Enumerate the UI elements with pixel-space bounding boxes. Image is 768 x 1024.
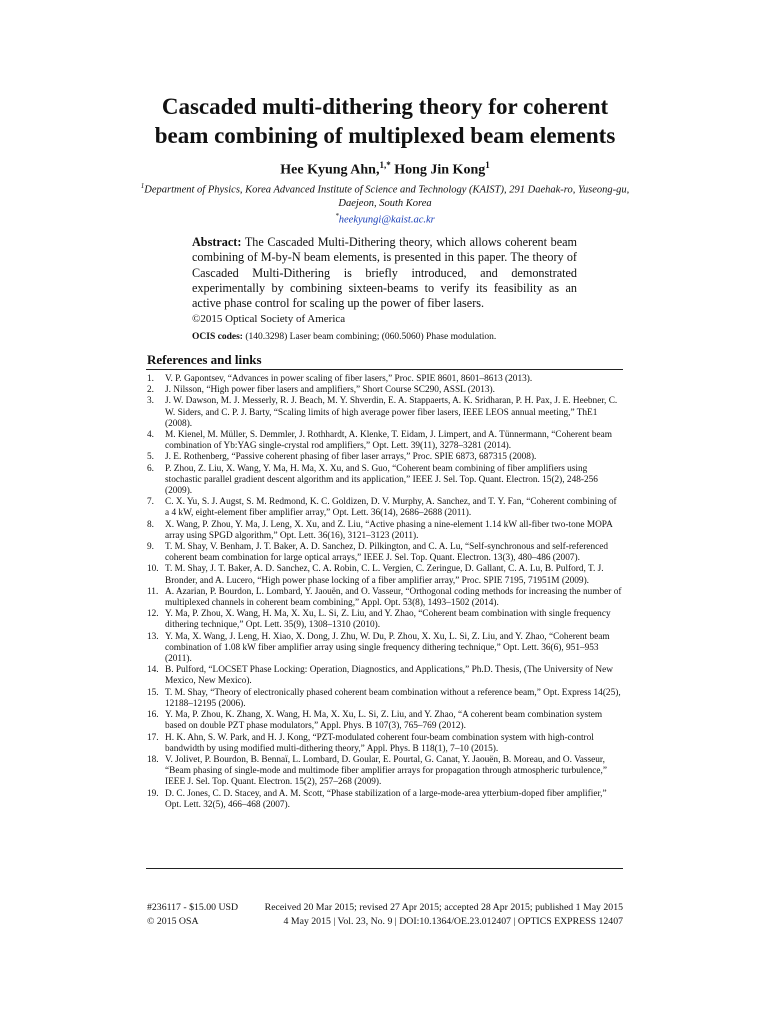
email-mark: * <box>335 211 339 220</box>
reference-number: 11. <box>147 586 159 597</box>
reference-item <box>147 374 622 385</box>
abstract-label: Abstract: <box>192 235 242 249</box>
reference-number: 10. <box>147 564 159 575</box>
author-2: Hong Jin Kong <box>390 162 486 178</box>
email-link[interactable]: heekyungi@kaist.ac.kr <box>338 214 435 225</box>
reference-number: 4. <box>147 430 154 441</box>
author-list <box>80 160 690 179</box>
reference-item <box>147 396 622 430</box>
reference-number: 15. <box>147 687 159 698</box>
reference-number: 13. <box>147 631 159 642</box>
title-line-1: Cascaded multi-dithering theory for coherent <box>161 94 609 119</box>
reference-item <box>147 789 622 811</box>
reference-number: 12. <box>147 609 159 620</box>
reference-text: C. X. Yu, S. J. Augst, S. M. Redmond, K. C. Goldizen, D. V. Murphy, A. Sanchez, and T. Y. Fan, “Coherent combining of a 4 kW, eight-element fiber amplifier array,” Opt. Lett. 36(14), 2686–2688 (2011). <box>165 497 617 519</box>
reference-text: T. M. Shay, “Theory of electronically phased coherent beam combination without a reference beam,” Opt. Express 14(25), 12188–12195 (2006). <box>165 687 621 709</box>
reference-text: Y. Ma, X. Wang, J. Leng, H. Xiao, X. Dong, J. Zhu, W. Du, P. Zhou, X. Xu, L. Si, Z. Liu, and Y. Zhao, “Coherent beam combination of 1.08 kW fiber amplifier array using single frequency dithering technique,” Opt. Lett. 36(6), 951–953 (2011). <box>165 631 610 665</box>
reference-item <box>147 688 622 710</box>
reference-number: 9. <box>147 542 154 553</box>
references-heading: References and links <box>147 352 262 367</box>
reference-item <box>147 755 622 789</box>
reference-text: A. Azarian, P. Bourdon, L. Lombard, Y. Jaouën, and O. Vasseur, “Orthogonal coding methods for increasing the number of multiplexed channels in coherent beam combining,” Appl. Opt. 53(8), 1493–1502 (2014). <box>165 586 622 609</box>
reference-text: V. P. Gapontsev, “Advances in power scaling of fiber lasers,” Proc. SPIE 8601, 8601–8613 (2013). <box>165 374 533 384</box>
reference-text: H. K. Ahn, S. W. Park, and H. J. Kong, “PZT-modulated coherent four-beam combination system with high-control bandwidth by using modified multi-dithering theory,” Appl. Phys. B 118(1), 7–10 (2015). <box>165 732 594 754</box>
reference-text: T. M. Shay, V. Benham, J. T. Baker, A. D. Sanchez, D. Pilkington, and C. A. Lu, “Self-synchronous and self-referenced coherent beam combination for large optical arrays,” IEEE J. Sel. Top. Quant. Electron. 13(3), 480–486 (2007). <box>165 542 609 564</box>
reference-item <box>147 609 622 631</box>
reference-item <box>147 520 622 542</box>
reference-text: X. Wang, P. Zhou, Y. Ma, J. Leng, X. Xu, and Z. Liu, “Active phasing a nine-element 1.14 kW all-fiber two-tone MOPA array using SPGD algorithm,” Opt. Lett. 36(16), 3121–3123 (2011). <box>165 519 613 541</box>
reference-text: Y. Ma, P. Zhou, K. Zhang, X. Wang, H. Ma, X. Xu, L. Si, Z. Liu, and Y. Zhao, “A coherent beam combination system based on double PZT phase modulators,” Appl. Phys. B 107(3), 765–769 (2012). <box>165 710 603 732</box>
reference-item <box>147 430 622 452</box>
ocis-codes <box>192 332 592 342</box>
reference-number: 16. <box>147 710 159 721</box>
reference-item <box>147 665 622 687</box>
reference-number: 5. <box>147 452 154 463</box>
affiliation-block <box>140 180 630 226</box>
author-2-affil-mark: 1 <box>485 160 490 170</box>
reference-text: P. Zhou, Z. Liu, X. Wang, Y. Ma, H. Ma, X. Xu, and S. Guo, “Coherent beam combining of fiber amplifiers using stochastic parallel gradient descent algorithm and its application,” IEEE J. Sel. Top. Quant. Electron. 15(2), 248-256 (2009). <box>165 463 598 497</box>
reference-item <box>147 497 622 519</box>
author-1-affil-mark: 1,* <box>379 160 391 170</box>
reference-text: B. Pulford, “LOCSET Phase Locking: Operation, Diagnostics, and Applications,” Ph.D. Thesis, (The University of New Mexico, New Mexico). <box>165 665 613 687</box>
reference-text: V. Jolivet, P. Bourdon, B. Bennaï, L. Lombard, D. Goular, E. Pourtal, G. Canat, Y. Jaouën, B. Moreau, and O. Vasseur, “Beam phasing of single-mode and multimode fiber amplifier arrays for propagation through atmospheric turbulence,” IEEE J. Sel. Top. Quant. Electron. 15(2), 257–268 (2009). <box>165 754 607 788</box>
reference-item <box>147 542 622 564</box>
affil-mark: 1 <box>140 182 145 190</box>
affiliation: Department of Physics, Korea Advanced Institute of Science and Technology (KAIST), 291 Daehak-ro, Yuseong-gu, Daejeon, South Korea <box>144 184 630 209</box>
reference-number: 19. <box>147 788 159 799</box>
reference-number: 17. <box>147 732 159 743</box>
reference-item <box>147 385 622 396</box>
reference-text: M. Kienel, M. Müller, S. Demmler, J. Rothhardt, A. Klenke, T. Eidam, J. Limpert, and A. Tünnermann, “Coherent beam combination of Yb:YAG single-crystal rod amplifiers,” Opt. Lett. 39(11), 3278–3281 (2014). <box>165 430 612 452</box>
copyright-notice: ©2015 Optical Society of America <box>192 313 346 325</box>
reference-number: 7. <box>147 497 154 508</box>
reference-item <box>147 587 622 609</box>
reference-number: 8. <box>147 519 154 530</box>
author-1: Hee Kyung Ahn, <box>280 162 380 178</box>
reference-number: 18. <box>147 754 159 765</box>
ocis-text: (140.3298) Laser beam combining; (060.5060) Phase modulation. <box>242 332 497 342</box>
reference-item <box>147 564 622 586</box>
reference-text: D. C. Jones, C. D. Stacey, and A. M. Scott, “Phase stabilization of a large-mode-area ytterbium-doped fiber amplifier,” Opt. Lett. 32(5), 466–468 (2007). <box>165 788 607 810</box>
reference-text: T. M. Shay, J. T. Baker, A. D. Sanchez, C. A. Robin, C. L. Vergien, C. Zeringue, D. Gallant, C. A. Lu, B. Pulford, T. J. Bronder, and A. Lucero, “High power phase locking of a fiber amplifier array,” Proc. SPIE 7195, 71951M (2009). <box>165 564 604 586</box>
abstract <box>192 235 577 311</box>
reference-item <box>147 464 622 498</box>
reference-number: 6. <box>147 463 154 474</box>
reference-list <box>147 374 622 811</box>
journal-citation: 4 May 2015 | Vol. 23, No. 9 | DOI:10.1364/OE.23.012407 | OPTICS EXPRESS 12407 <box>283 916 623 927</box>
reference-item <box>147 632 622 666</box>
reference-number: 3. <box>147 396 154 407</box>
title-line-2: beam combining of multiplexed beam elements <box>154 123 616 148</box>
footer-copyright: © 2015 OSA <box>147 916 199 927</box>
reference-number: 2. <box>147 385 154 396</box>
reference-number: 1. <box>147 374 154 384</box>
reference-text: Y. Ma, P. Zhou, X. Wang, H. Ma, X. Xu, L. Si, Z. Liu, and Y. Zhao, “Coherent beam combination with single frequency dithering technique,” Opt. Lett. 35(9), 1308–1310 (2010). <box>165 609 611 631</box>
reference-number: 14. <box>147 665 159 676</box>
references-top-rule <box>146 369 623 370</box>
footer-rule <box>146 868 623 869</box>
reference-text: J. Nilsson, “High power fiber lasers and amplifiers,” Short Course SC290, ASSL (2013). <box>165 385 495 396</box>
article-id-price: #236117 - $15.00 USD <box>147 902 239 913</box>
publication-history: Received 20 Mar 2015; revised 27 Apr 2015; accepted 28 Apr 2015; published 1 May 2015 <box>264 902 623 913</box>
reference-item <box>147 710 622 732</box>
reference-item <box>147 452 622 463</box>
paper-title <box>80 92 690 150</box>
abstract-text: The Cascaded Multi-Dithering theory, which allows coherent beam combining of M-by-N beam elements, is presented in this paper. The theory of Cascaded Multi-Dithering is briefly introduced, and demonstrated experimentally by combining sixteen-beams to verify its feasibility as an active phase control for scaling up the power of fiber lasers. <box>192 235 577 311</box>
reference-text: J. E. Rothenberg, “Passive coherent phasing of fiber laser arrays,” Proc. SPIE 6873, 687315 (2008). <box>165 452 537 463</box>
reference-item <box>147 733 622 755</box>
reference-text: J. W. Dawson, M. J. Messerly, R. J. Beach, M. Y. Shverdin, E. A. Stappaerts, A. K. Sridharan, P. H. Pax, J. E. Heebner, C. W. Siders, and C. P. J. Barty, “Scaling limits of high average power fiber lasers, IEEE LEOS annual meeting,” ThE1 (2008). <box>165 396 618 429</box>
ocis-label: OCIS codes: <box>192 332 243 342</box>
